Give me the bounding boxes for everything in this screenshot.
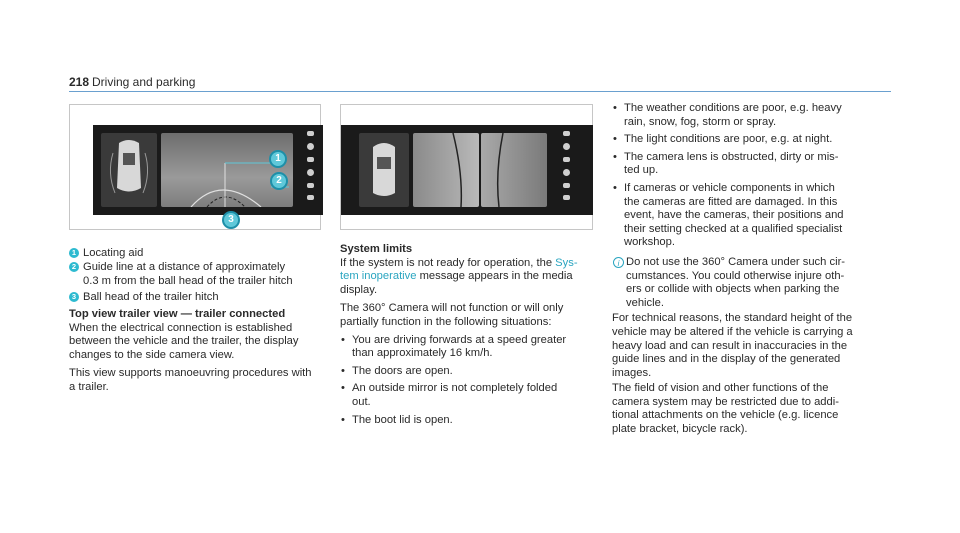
- system-limits-paragraph-2: [340, 302, 600, 329]
- sidebar-icon: [563, 169, 570, 176]
- text-span: If the system is not ready for operation, the: [340, 256, 556, 269]
- side-guide-line: [481, 133, 547, 207]
- legend-text: 0.3 m from the ball head of the trailer hitch: [83, 274, 293, 287]
- callout-1: 1: [269, 150, 287, 168]
- bullet-item: [340, 382, 600, 409]
- text-line: heavy load and can result in inaccuracies in the: [612, 339, 848, 352]
- text-line: tional attachments on the vehicle (e.g. licence: [612, 409, 839, 422]
- text-line: • The camera lens is obstructed, dirty or mis-: [624, 150, 839, 163]
- text-line: For technical reasons, the standard height of the: [612, 312, 853, 325]
- camera-screen: [341, 125, 593, 215]
- text-span: message appears in the media: [416, 270, 573, 283]
- text-line: a trailer.: [69, 380, 109, 393]
- bullet-item: [612, 182, 892, 250]
- text-line: the cameras are fitted are damaged. In this: [624, 195, 838, 208]
- top-view-car-icon: [359, 133, 409, 207]
- system-limits-paragraph-1: [340, 257, 600, 298]
- text-line: The field of vision and other functions of the: [612, 382, 829, 395]
- text-line: • The doors are open.: [352, 364, 453, 377]
- sidebar-icon: [563, 157, 570, 162]
- text-line: • An outside mirror is not completely folded: [352, 382, 558, 395]
- header-divider: [69, 91, 891, 92]
- field-of-vision-paragraph: [612, 382, 892, 436]
- text-line: ted up.: [624, 164, 659, 177]
- text-line: partially function in the following situations:: [340, 315, 552, 328]
- sidebar-icon: [563, 131, 570, 136]
- text-line: guide lines and in the display of the generated: [612, 353, 841, 366]
- bullet-item: [612, 102, 892, 129]
- legend-badge: 1: [69, 248, 79, 258]
- text-line: than approximately 16 km/h.: [352, 347, 493, 360]
- legend-text: Guide line at a distance of approximately: [83, 261, 286, 273]
- top-view-panel: [101, 133, 157, 207]
- right-column: [612, 102, 892, 437]
- callout-3: 3: [222, 211, 240, 229]
- text-line: [340, 270, 600, 284]
- text-line: between the vehicle and the trailer, the display: [69, 335, 299, 348]
- left-side-camera-panel: [413, 133, 479, 207]
- top-view-section: [69, 308, 329, 395]
- page-number: 218: [69, 75, 90, 89]
- text-line: • The light conditions are poor, e.g. at night.: [624, 133, 833, 146]
- text-line: When the electrical connection is established: [69, 321, 293, 334]
- text-line: changes to the side camera view.: [69, 348, 235, 361]
- sidebar-icon: [307, 143, 314, 150]
- legend-badge: 3: [69, 292, 79, 302]
- text-line: out.: [352, 395, 371, 408]
- camera-screen: [93, 125, 323, 215]
- text-line: Do not use the 360° Camera under such cir-: [626, 255, 846, 268]
- figure-side-camera-view: [340, 104, 593, 230]
- note-block: [612, 256, 892, 310]
- bullet-item: [340, 334, 600, 361]
- side-guide-line: [413, 133, 479, 207]
- rear-camera-panel: [161, 133, 293, 207]
- figure-trailer-camera-view: [69, 104, 321, 230]
- sys-link-part1[interactable]: Sys-: [555, 256, 578, 269]
- sidebar-icon: [307, 131, 314, 136]
- sidebar-icon: [563, 143, 570, 150]
- legend-text: Ball head of the trailer hitch: [83, 291, 219, 303]
- top-view-paragraph-1: [69, 322, 329, 363]
- text-line: This view supports manoeuvring procedures with: [69, 367, 312, 380]
- text-line: their setting checked at a qualified specialist: [624, 222, 843, 235]
- camera-sidebar: [553, 125, 579, 215]
- text-line: • You are driving forwards at a speed greater: [352, 333, 567, 346]
- text-line: • The weather conditions are poor, e.g. heavy: [624, 102, 842, 114]
- text-line: rain, snow, fog, storm or spray.: [624, 115, 777, 128]
- technical-paragraph: [612, 312, 892, 380]
- text-line: [340, 257, 600, 271]
- bullet-item: [612, 133, 892, 147]
- sidebar-icon: [563, 195, 570, 200]
- text-line: vehicle.: [626, 296, 664, 309]
- sidebar-icon: [563, 183, 570, 188]
- conditions-bullets: [612, 102, 892, 250]
- top-view-heading: Top view trailer view — trailer connected: [69, 308, 286, 320]
- legend-text: Locating aid: [83, 247, 144, 259]
- text-line: ers or collide with objects when parking the: [626, 283, 840, 296]
- text-line: • If cameras or vehicle components in which: [624, 181, 835, 194]
- bullet-item: [612, 151, 892, 178]
- text-line: plate bracket, bicycle rack).: [612, 423, 748, 436]
- text-line: • The boot lid is open.: [352, 413, 453, 426]
- sidebar-icon: [307, 169, 314, 176]
- text-line: camera system may be restricted due to addi-: [612, 395, 839, 408]
- bullet-item: [340, 365, 600, 379]
- top-view-car-icon: [101, 133, 157, 207]
- section-title: Driving and parking: [92, 75, 196, 89]
- callout-2: 2: [270, 172, 288, 190]
- text-line: vehicle may be altered if the vehicle is carrying a: [612, 325, 853, 338]
- top-view-panel: [359, 133, 409, 207]
- info-icon: i: [613, 257, 624, 268]
- system-limits-heading: System limits: [340, 243, 413, 255]
- text-line: display.: [340, 283, 378, 296]
- right-side-camera-panel: [481, 133, 547, 207]
- bullet-item: [340, 414, 600, 428]
- text-line: event, have the cameras, their positions and: [624, 209, 844, 222]
- top-view-paragraph-2: [69, 367, 329, 394]
- text-line: workshop.: [624, 236, 675, 249]
- text-line: cumstances. You could otherwise injure oth-: [626, 269, 845, 282]
- system-limits-bullets: [340, 334, 600, 428]
- sidebar-icon: [307, 183, 314, 188]
- legend-badge: 2: [69, 262, 79, 272]
- text-line: images.: [612, 366, 652, 379]
- sidebar-icon: [307, 195, 314, 200]
- sys-link-part2[interactable]: tem inoperative: [340, 270, 417, 283]
- guide-lines: [161, 133, 293, 207]
- camera-sidebar: [297, 125, 323, 215]
- text-line: The 360° Camera will not function or will only: [340, 302, 564, 315]
- sidebar-icon: [307, 157, 314, 162]
- system-limits-section: [340, 243, 600, 431]
